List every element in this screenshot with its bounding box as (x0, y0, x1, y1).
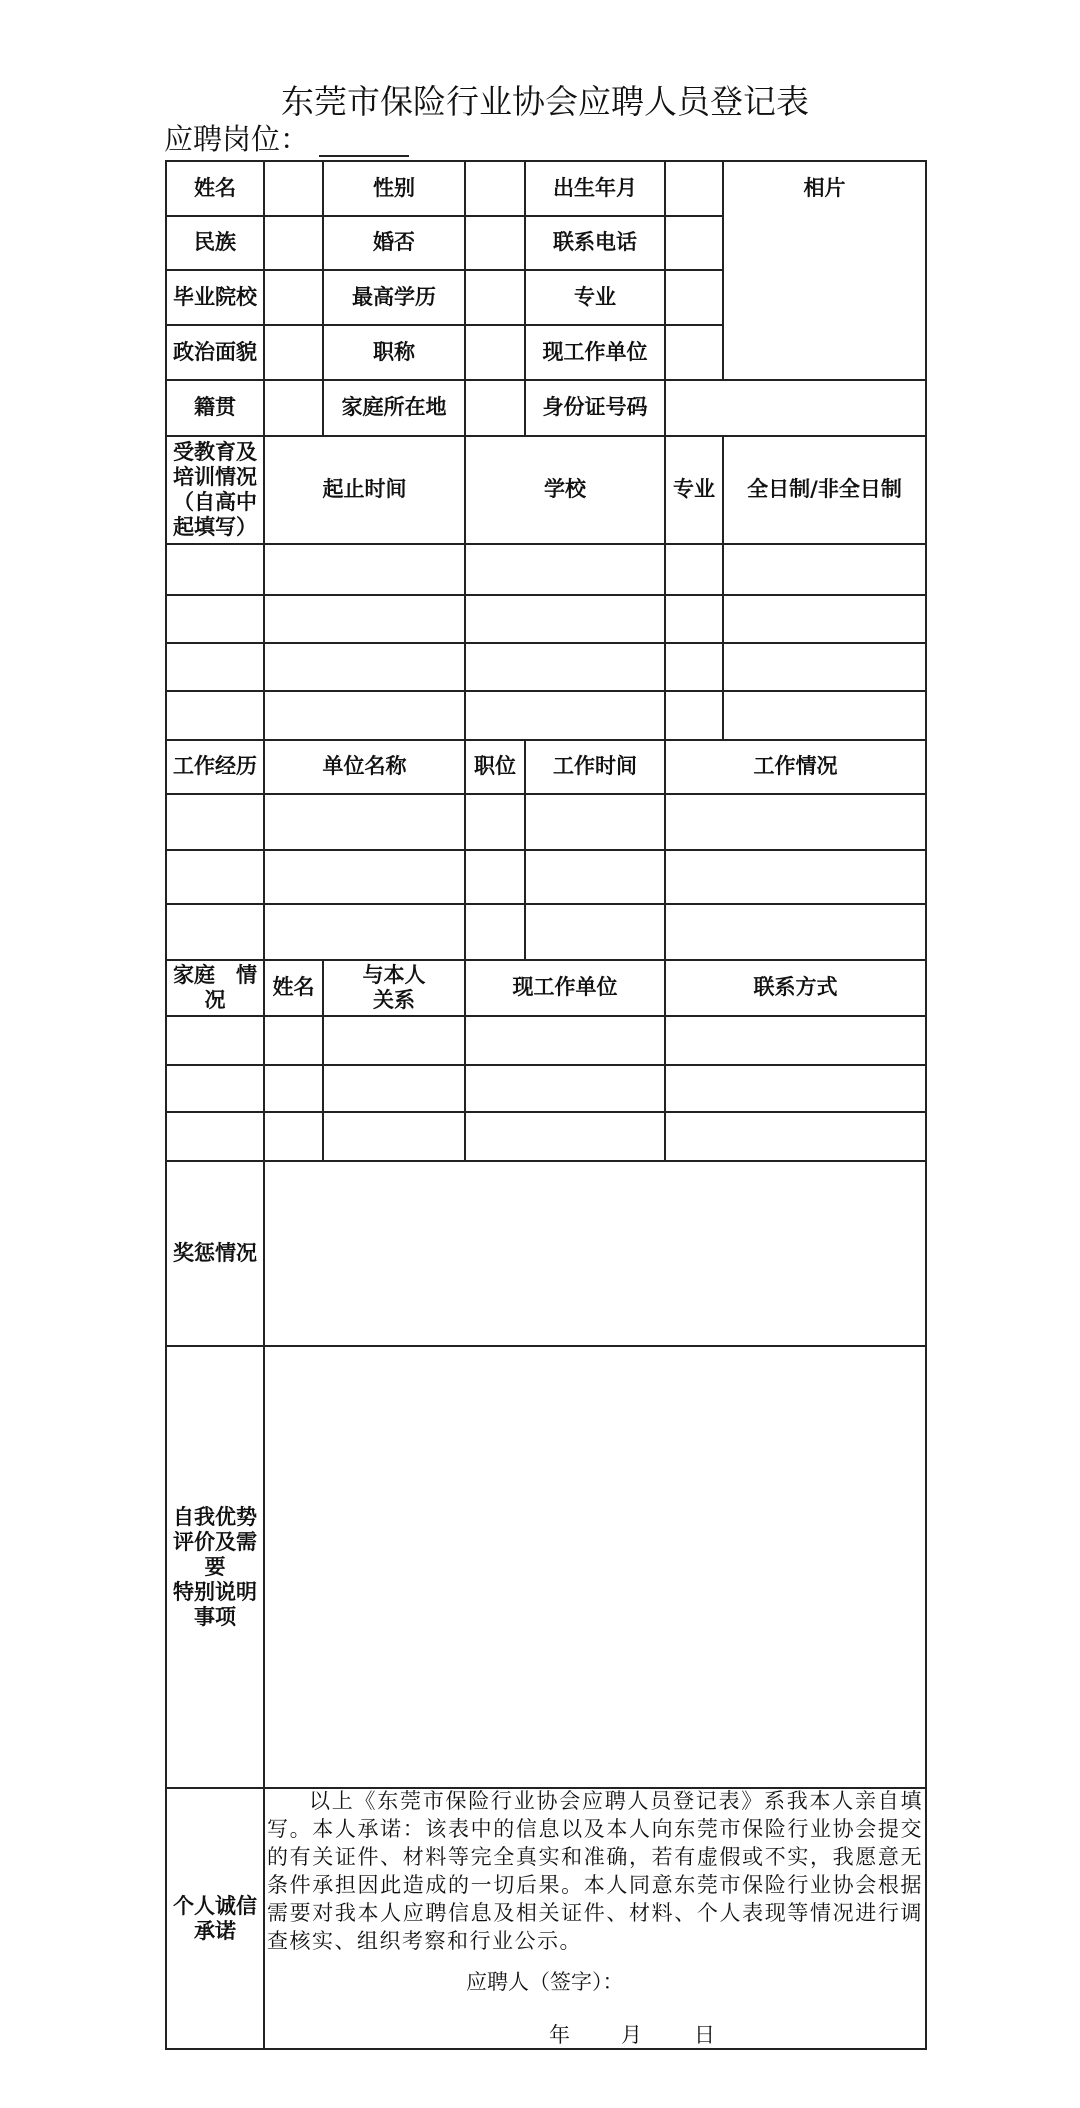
date-day-label: 日 (694, 2023, 715, 2047)
work-row (166, 904, 926, 960)
marital-status-label: 婚否 (323, 216, 465, 270)
commitment-label: 个人诚信承诺 (166, 1788, 264, 2049)
education-major-header: 专业 (665, 436, 723, 544)
work-row (166, 850, 926, 904)
awards-row (166, 1161, 926, 1346)
commitment-row (166, 1788, 926, 2049)
work-header-row (166, 740, 926, 794)
education-major-cell[interactable] (665, 643, 723, 691)
education-row (166, 691, 926, 740)
family-employer-header: 现工作单位 (465, 960, 665, 1016)
job-title-label: 职称 (323, 325, 465, 380)
work-period-cell[interactable] (525, 794, 665, 850)
family-contact-header: 联系方式 (665, 960, 926, 1016)
family-name-cell[interactable] (264, 1112, 323, 1161)
form-title: 东莞市保险行业协会应聘人员登记表 (281, 82, 809, 121)
work-period-header: 工作时间 (525, 740, 665, 794)
education-mode-cell[interactable] (723, 643, 926, 691)
work-row (166, 794, 926, 850)
family-row (166, 1065, 926, 1112)
gender-field[interactable] (465, 161, 525, 216)
photo-cell[interactable] (723, 161, 926, 380)
family-section-label: 家庭 情况 (166, 960, 264, 1016)
native-place-field[interactable] (264, 380, 323, 436)
id-number-field[interactable] (665, 380, 926, 436)
education-mode-header: 全日制/非全日制 (723, 436, 926, 544)
family-name-cell[interactable] (264, 1065, 323, 1112)
education-major-cell[interactable] (665, 691, 723, 740)
education-period-header: 起止时间 (264, 436, 465, 544)
work-employer-cell[interactable] (264, 794, 465, 850)
education-blank-cell[interactable] (166, 595, 264, 643)
applied-position-blank-line[interactable] (319, 127, 409, 157)
work-description-cell[interactable] (665, 850, 926, 904)
education-mode-cell[interactable] (723, 691, 926, 740)
work-description-cell[interactable] (665, 904, 926, 960)
work-employer-header: 单位名称 (264, 740, 465, 794)
signature-label: 应聘人（签字）： (466, 1970, 624, 1994)
family-relation-header-text: 与本人关系 (362, 962, 426, 1012)
ethnicity-label: 民族 (166, 216, 264, 270)
major-field[interactable] (665, 270, 723, 325)
applied-position-label: 应聘岗位： (164, 122, 310, 156)
highest-degree-field[interactable] (465, 270, 525, 325)
phone-label: 联系电话 (525, 216, 665, 270)
education-school-header: 学校 (465, 436, 665, 544)
education-section-label: 受教育及培训情况（自高中起填写） (166, 436, 264, 544)
education-header-row (166, 436, 926, 544)
family-header-row (166, 960, 926, 1016)
education-blank-cell[interactable] (166, 691, 264, 740)
work-employer-cell[interactable] (264, 904, 465, 960)
ethnicity-field[interactable] (264, 216, 323, 270)
self-evaluation-label-line-1: 自我优势评价及需要 (173, 1504, 257, 1579)
commitment-cell (264, 1788, 926, 2049)
family-name-header: 姓名 (264, 960, 323, 1016)
education-school-cell[interactable] (465, 544, 665, 595)
education-school-cell[interactable] (465, 643, 665, 691)
work-description-cell[interactable] (665, 794, 926, 850)
education-major-cell[interactable] (665, 595, 723, 643)
highest-degree-label: 最高学历 (323, 270, 465, 325)
native-place-label: 籍贯 (166, 380, 264, 436)
education-blank-cell[interactable] (166, 643, 264, 691)
graduate-school-label: 毕业院校 (166, 270, 264, 325)
family-blank-cell[interactable] (166, 1065, 264, 1112)
id-number-label: 身份证号码 (525, 380, 665, 436)
education-major-cell[interactable] (665, 544, 723, 595)
current-employer-field[interactable] (665, 325, 723, 380)
home-address-field[interactable] (465, 380, 525, 436)
work-period-cell[interactable] (525, 904, 665, 960)
family-contact-cell[interactable] (665, 1112, 926, 1161)
major-label: 专业 (525, 270, 665, 325)
family-relation-cell[interactable] (323, 1065, 465, 1112)
family-contact-cell[interactable] (665, 1065, 926, 1112)
graduate-school-field[interactable] (264, 270, 323, 325)
family-employer-cell[interactable] (465, 1016, 665, 1065)
work-position-cell[interactable] (465, 850, 525, 904)
work-position-header: 职位 (465, 740, 525, 794)
work-section-label: 工作经历 (166, 740, 264, 794)
family-relation-header (323, 960, 465, 1016)
phone-field[interactable] (665, 216, 723, 270)
work-employer-cell[interactable] (264, 850, 465, 904)
applied-position-row (164, 121, 409, 157)
date-month-label: 月 (621, 2023, 642, 2047)
awards-label: 奖惩情况 (166, 1161, 264, 1346)
self-evaluation-label (166, 1346, 264, 1788)
work-position-cell[interactable] (465, 904, 525, 960)
work-blank-cell[interactable] (166, 850, 264, 904)
self-evaluation-label-line-2: 特别说明事项 (173, 1579, 257, 1629)
name-field[interactable] (264, 161, 323, 216)
photo-label: 相片 (803, 176, 846, 200)
political-status-label: 政治面貌 (166, 325, 264, 380)
birth-date-field[interactable] (665, 161, 723, 216)
family-row (166, 1112, 926, 1161)
work-period-cell[interactable] (525, 850, 665, 904)
current-employer-label: 现工作单位 (525, 325, 665, 380)
birth-date-label: 出生年月 (525, 161, 665, 216)
family-relation-cell[interactable] (323, 1016, 465, 1065)
education-row (166, 643, 926, 691)
education-period-cell[interactable] (264, 643, 465, 691)
education-period-cell[interactable] (264, 544, 465, 595)
education-school-cell[interactable] (465, 595, 665, 643)
self-evaluation-row (166, 1346, 926, 1788)
commitment-content (265, 1789, 925, 2046)
date-year-label: 年 (549, 2023, 570, 2047)
commitment-text: 以上《东莞市保险行业协会应聘人员登记表》系我本人亲自填写。本人承诺：该表中的信息以及本人向东莞市保险行业协会提交的有关证件、材料等完全真实和准确，若有虚假或不实，我愿意无条件承担因此造成的一切后果。本人同意东莞市保险行业协会根据需要对我本人应聘信息及相关证件、材料、个人表现等情况进行调查核实、组织考察和行业公示。 (267, 1789, 923, 1953)
family-employer-cell[interactable] (465, 1065, 665, 1112)
awards-field[interactable] (264, 1161, 926, 1346)
work-position-cell[interactable] (465, 794, 525, 850)
home-address-label: 家庭所在地 (323, 380, 465, 436)
family-blank-cell[interactable] (166, 1016, 264, 1065)
education-mode-cell[interactable] (723, 595, 926, 643)
education-row (166, 544, 926, 595)
education-mode-cell[interactable] (723, 544, 926, 595)
family-name-cell[interactable] (264, 1016, 323, 1065)
education-blank-cell[interactable] (166, 544, 264, 595)
family-contact-cell[interactable] (665, 1016, 926, 1065)
family-row (166, 1016, 926, 1065)
family-relation-cell[interactable] (323, 1112, 465, 1161)
work-description-header: 工作情况 (665, 740, 926, 794)
education-period-cell[interactable] (264, 595, 465, 643)
political-status-field[interactable] (264, 325, 323, 380)
registration-form-table (165, 160, 927, 2050)
education-school-cell[interactable] (465, 691, 665, 740)
job-title-field[interactable] (465, 325, 525, 380)
family-blank-cell[interactable] (166, 1112, 264, 1161)
basic-row-1 (166, 161, 926, 216)
self-evaluation-field[interactable] (264, 1346, 926, 1788)
family-employer-cell[interactable] (465, 1112, 665, 1161)
education-row (166, 595, 926, 643)
basic-row-5 (166, 380, 926, 436)
work-blank-cell[interactable] (166, 904, 264, 960)
education-period-cell[interactable] (264, 691, 465, 740)
marital-status-field[interactable] (465, 216, 525, 270)
name-label: 姓名 (166, 161, 264, 216)
work-blank-cell[interactable] (166, 794, 264, 850)
gender-label: 性别 (323, 161, 465, 216)
